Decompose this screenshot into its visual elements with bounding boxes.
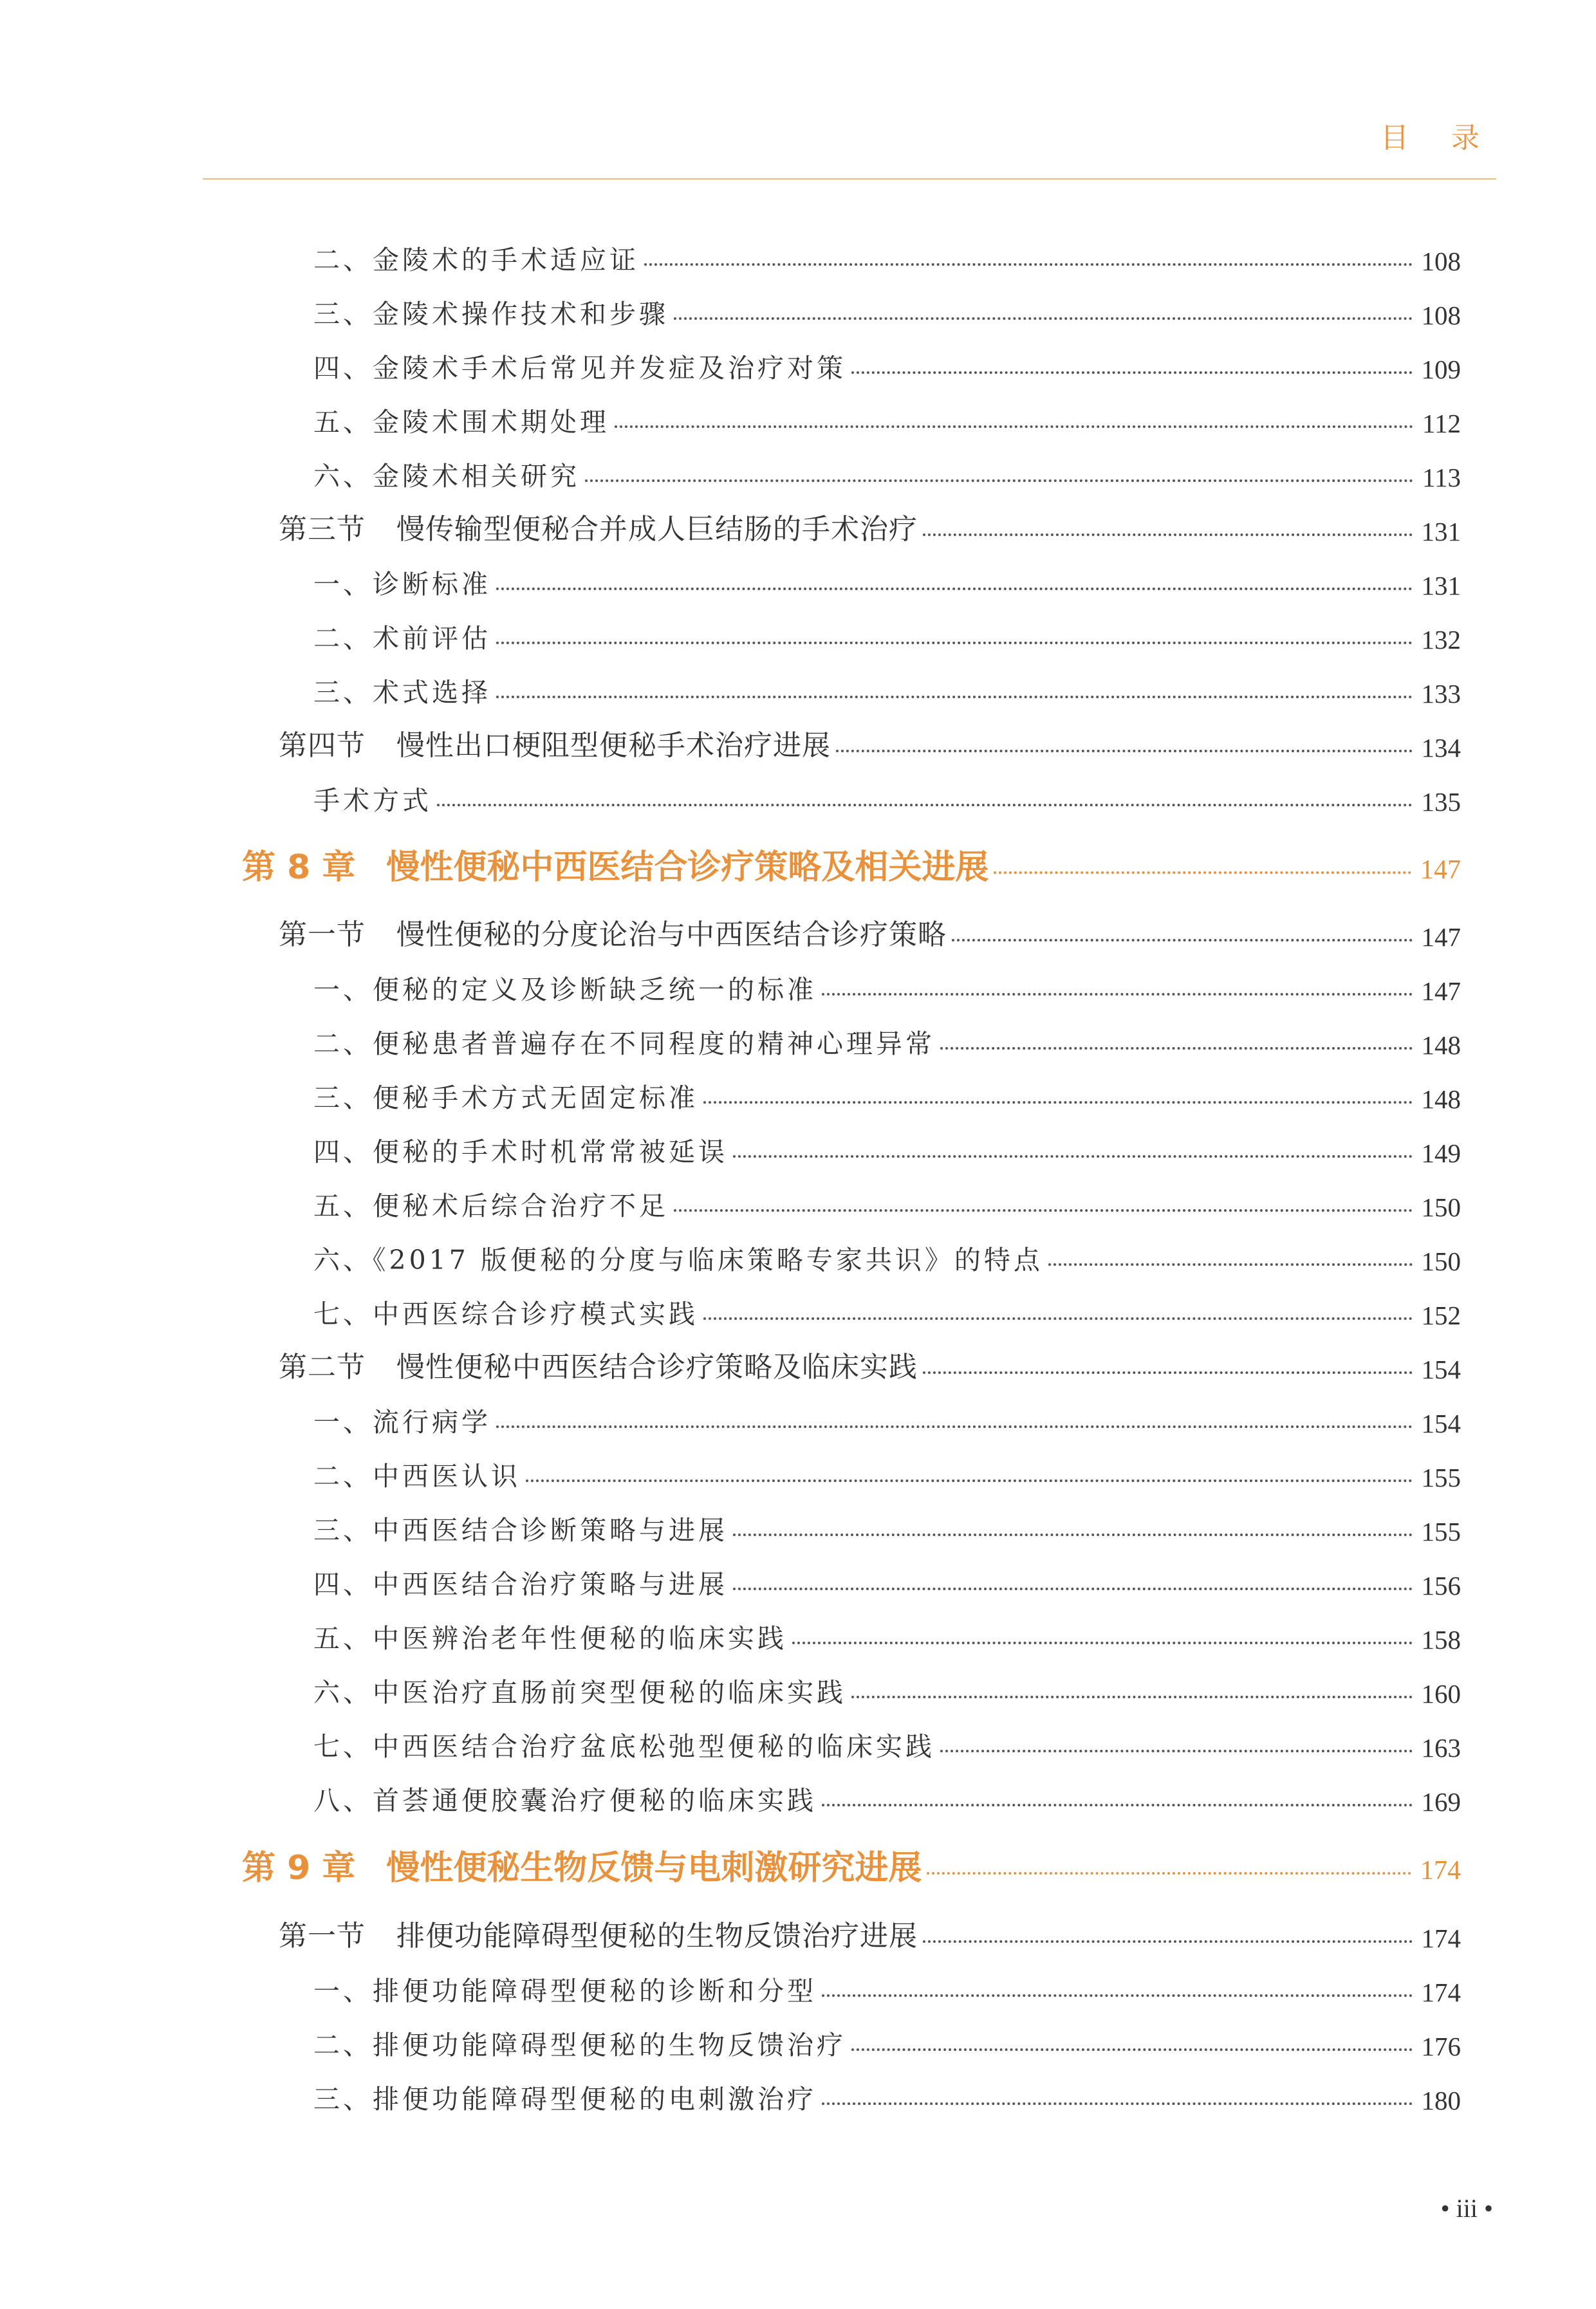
toc-entry-title	[242, 1841, 927, 1889]
toc-item-row	[313, 340, 1461, 385]
toc-section-row	[279, 502, 1461, 547]
dot-leader	[733, 1588, 1413, 1590]
toc-entry-text: 一、流行病学	[313, 1407, 491, 1438]
dot-leader	[851, 371, 1413, 374]
toc-entry-title	[313, 1970, 822, 2008]
toc-entry-title	[313, 1401, 496, 1439]
toc-entry-title	[313, 401, 615, 439]
toc-page-number: 176	[1421, 2032, 1461, 2061]
toc-entry-label: 第一节	[279, 1920, 366, 1952]
toc-entry-title	[313, 347, 851, 385]
dot-leader	[851, 2048, 1413, 2051]
toc-entry-text: 一、诊断标准	[313, 569, 491, 600]
dot-leader	[674, 317, 1413, 320]
toc-page-number: 134	[1421, 733, 1461, 763]
toc-entry-text: 六、《2017 版便秘的分度与临床策略专家共识》的特点	[313, 1245, 1043, 1275]
toc-page-number: 113	[1422, 463, 1461, 492]
toc-item-row	[313, 961, 1461, 1006]
toc-entry-text: 排便功能障碍型便秘的生物反馈治疗进展	[396, 1920, 918, 1952]
toc-page-number: 131	[1421, 571, 1461, 600]
toc-entry-title	[313, 2078, 822, 2116]
toc-item-row	[313, 1610, 1461, 1655]
toc-item-row	[313, 286, 1461, 331]
toc-entry-label: 第一节	[279, 918, 366, 951]
toc-entry-text: 五、金陵术围术期处理	[313, 407, 609, 438]
toc-item-row	[313, 1232, 1461, 1277]
toc-item-row	[313, 1286, 1461, 1331]
toc-page-number: 154	[1421, 1355, 1461, 1384]
toc-entry-title	[313, 1455, 526, 1493]
toc-item-row	[313, 556, 1461, 601]
toc-item-row	[313, 664, 1461, 709]
toc-page-number: 154	[1421, 1409, 1461, 1438]
dot-leader	[822, 2102, 1413, 2105]
toc-entry-title	[313, 239, 644, 277]
dot-leader	[615, 425, 1413, 428]
toc-entry-text: 一、便秘的定义及诊断缺乏统一的标准	[313, 974, 817, 1005]
toc-item-row	[313, 232, 1461, 277]
toc-page-number: 133	[1421, 679, 1461, 709]
toc-entry-text: 手术方式	[313, 785, 432, 816]
toc-entry-text: 三、排便功能障碍型便秘的电刺激治疗	[313, 2084, 817, 2115]
toc-entry-title	[313, 1509, 733, 1547]
dot-leader	[585, 479, 1413, 482]
toc-entry-title	[313, 1563, 733, 1601]
toc-entry-text: 六、金陵术相关研究	[313, 461, 580, 492]
toc-entry-label: 第 8 章	[242, 848, 356, 887]
dot-leader	[940, 1750, 1413, 1752]
toc-page-number: 131	[1421, 517, 1461, 546]
toc-entry-title	[242, 840, 994, 888]
toc-entry-title	[279, 506, 923, 547]
toc-entry-label: 第四节	[279, 729, 366, 762]
toc-entry-title	[313, 969, 822, 1006]
toc-item-row	[313, 2071, 1461, 2116]
toc-entry-text: 三、便秘手术方式无固定标准	[313, 1082, 698, 1113]
dot-leader	[994, 871, 1411, 874]
toc-entry-title	[313, 1293, 703, 1331]
toc-page-number: 152	[1421, 1301, 1461, 1330]
toc-entry-text: 七、中西医结合治疗盆底松弛型便秘的临床实践	[313, 1731, 935, 1762]
dot-leader	[496, 1425, 1413, 1428]
toc-item-row	[313, 394, 1461, 439]
toc-entry-text: 三、金陵术操作技术和步骤	[313, 299, 669, 329]
toc-page-number: 174	[1421, 1924, 1461, 1953]
toc-item-row	[313, 1963, 1461, 2008]
toc-page-number: 147	[1420, 855, 1461, 885]
toc-page-number: 155	[1421, 1463, 1461, 1492]
toc-entry-text: 慢性便秘中西医结合诊疗策略及相关进展	[386, 848, 989, 887]
toc-entry-text: 四、便秘的手术时机常常被延误	[313, 1136, 728, 1167]
toc-entry-title	[279, 1344, 923, 1385]
dot-leader	[923, 1371, 1413, 1374]
dot-leader	[940, 1047, 1413, 1050]
toc-entry-title	[313, 1185, 674, 1223]
dot-leader	[674, 1209, 1413, 1212]
dot-leader	[1048, 1263, 1413, 1266]
toc-item-row	[313, 1718, 1461, 1763]
toc-entry-title	[313, 1617, 792, 1655]
dot-leader	[851, 1696, 1413, 1698]
toc-section-row	[279, 907, 1461, 952]
toc-page-number: 135	[1421, 787, 1461, 817]
toc-item-row	[313, 1664, 1461, 1709]
toc-page-number: 150	[1421, 1192, 1461, 1222]
toc-item-row	[313, 610, 1461, 655]
toc-entry-text: 二、便秘患者普遍存在不同程度的精神心理异常	[313, 1028, 935, 1059]
toc-item-row	[313, 448, 1461, 493]
toc-entry-text: 慢性便秘生物反馈与电刺激研究进展	[386, 1849, 922, 1887]
toc-entry-text: 二、排便功能障碍型便秘的生物反馈治疗	[313, 2030, 846, 2061]
toc-item-row	[313, 1448, 1461, 1493]
toc-chapter-row	[242, 1837, 1461, 1889]
toc-item-row	[313, 1394, 1461, 1439]
dot-leader	[526, 1479, 1413, 1482]
toc-entry-title	[313, 1779, 822, 1817]
dot-leader	[703, 1317, 1413, 1320]
dot-leader	[822, 1804, 1413, 1806]
toc-entry-text: 二、术前评估	[313, 623, 491, 654]
toc-page-number: 163	[1421, 1733, 1461, 1763]
running-header: 目 录	[1380, 122, 1496, 154]
toc-entry-title	[313, 779, 437, 817]
toc-chapter-row	[242, 837, 1461, 888]
toc-entry-title	[313, 563, 496, 601]
dot-leader	[703, 1101, 1413, 1104]
toc-page-number: 155	[1421, 1517, 1461, 1546]
dot-leader	[923, 1940, 1413, 1943]
toc-page-number: 158	[1421, 1625, 1461, 1655]
toc-entry-text: 三、术式选择	[313, 677, 491, 708]
toc-page-number: 156	[1421, 1571, 1461, 1600]
toc-page-number: 149	[1421, 1138, 1461, 1168]
toc-entry-label: 第二节	[279, 1351, 366, 1384]
toc-entry-title	[313, 1023, 940, 1061]
toc-entry-text: 八、首荟通便胶囊治疗便秘的临床实践	[313, 1785, 817, 1816]
toc-item-row	[313, 1015, 1461, 1061]
toc-entry-title	[313, 2024, 851, 2062]
toc-entry-title	[279, 722, 836, 763]
toc-item-row	[313, 1556, 1461, 1601]
toc-entry-label: 第 9 章	[242, 1849, 356, 1887]
dot-leader	[836, 750, 1413, 752]
dot-leader	[927, 1872, 1411, 1875]
toc-entry-title	[313, 1077, 703, 1115]
toc-entry-title	[279, 911, 952, 952]
toc-page-number: 147	[1421, 922, 1461, 952]
toc-entry-text: 七、中西医综合诊疗模式实践	[313, 1299, 698, 1330]
toc-entry-text: 慢性出口梗阻型便秘手术治疗进展	[396, 729, 831, 762]
toc-item-row	[313, 1502, 1461, 1547]
toc-page-number: 108	[1421, 246, 1461, 276]
toc-entry-label: 第三节	[279, 513, 366, 546]
toc-item-row	[313, 2017, 1461, 2062]
toc-page-number: 148	[1421, 1030, 1461, 1060]
dot-leader	[496, 642, 1413, 644]
toc-entry-text: 三、中西医结合诊断策略与进展	[313, 1515, 728, 1546]
toc-page-number: 174	[1420, 1856, 1461, 1886]
toc-item-row	[313, 1772, 1461, 1817]
toc-entry-title	[279, 1913, 923, 1954]
toc-page-number: 132	[1421, 625, 1461, 654]
dot-leader	[822, 993, 1413, 996]
toc-page-number: 174	[1421, 1978, 1461, 2007]
toc-entry-text: 慢性便秘的分度论治与中西医结合诊疗策略	[396, 918, 947, 951]
toc-item-row	[313, 1178, 1461, 1223]
toc-page-number: 112	[1422, 409, 1461, 438]
dot-leader	[792, 1642, 1413, 1644]
dot-leader	[923, 533, 1413, 536]
dot-leader	[496, 588, 1413, 590]
toc-entry-text: 慢传输型便秘合并成人巨结肠的手术治疗	[396, 513, 918, 546]
toc-item-row	[313, 1124, 1461, 1169]
toc-entry-text: 二、中西医认识	[313, 1461, 521, 1492]
page-number: • iii •	[1440, 2194, 1493, 2223]
toc-entry-text: 慢性便秘中西医结合诊疗策略及临床实践	[396, 1351, 918, 1384]
dot-leader	[733, 1155, 1413, 1158]
toc-entry-text: 五、便秘术后综合治疗不足	[313, 1191, 669, 1221]
toc-entry-title	[313, 1131, 733, 1169]
toc-entry-title	[313, 455, 585, 493]
toc-entry-text: 一、排便功能障碍型便秘的诊断和分型	[313, 1976, 817, 2007]
dot-leader	[733, 1534, 1413, 1536]
toc-entry-title	[313, 1725, 940, 1763]
toc-entry-title	[313, 293, 674, 331]
toc-item-row	[313, 772, 1461, 817]
toc-item-row	[313, 1070, 1461, 1115]
toc-section-row	[279, 1909, 1461, 1954]
dot-leader	[437, 804, 1413, 806]
toc-section-row	[279, 718, 1461, 763]
dot-leader	[952, 939, 1413, 941]
toc-page-number: 108	[1421, 301, 1461, 330]
toc-entry-text: 六、中医治疗直肠前突型便秘的临床实践	[313, 1677, 846, 1708]
toc-entry-title	[313, 1239, 1048, 1277]
toc-entry-title	[313, 617, 496, 655]
header-divider	[203, 178, 1496, 180]
toc-page-number: 109	[1421, 355, 1461, 384]
toc-entry-title	[313, 1671, 851, 1709]
dot-leader	[496, 696, 1413, 698]
toc-page-number: 148	[1421, 1084, 1461, 1114]
toc-entry-text: 五、中医辨治老年性便秘的临床实践	[313, 1623, 787, 1654]
toc-page-number: 147	[1421, 976, 1461, 1006]
toc-page-number: 180	[1421, 2086, 1461, 2115]
toc-entry-title	[313, 671, 496, 709]
dot-leader	[644, 263, 1413, 266]
toc-page-number: 169	[1421, 1787, 1461, 1817]
toc-section-row	[279, 1340, 1461, 1385]
toc-entry-text: 四、中西医结合治疗策略与进展	[313, 1569, 728, 1600]
toc-page-number: 150	[1421, 1247, 1461, 1276]
toc-entry-text: 二、金陵术的手术适应证	[313, 245, 639, 275]
dot-leader	[822, 1994, 1413, 1997]
toc-page-number: 160	[1421, 1679, 1461, 1709]
toc-entry-text: 四、金陵术手术后常见并发症及治疗对策	[313, 353, 846, 384]
